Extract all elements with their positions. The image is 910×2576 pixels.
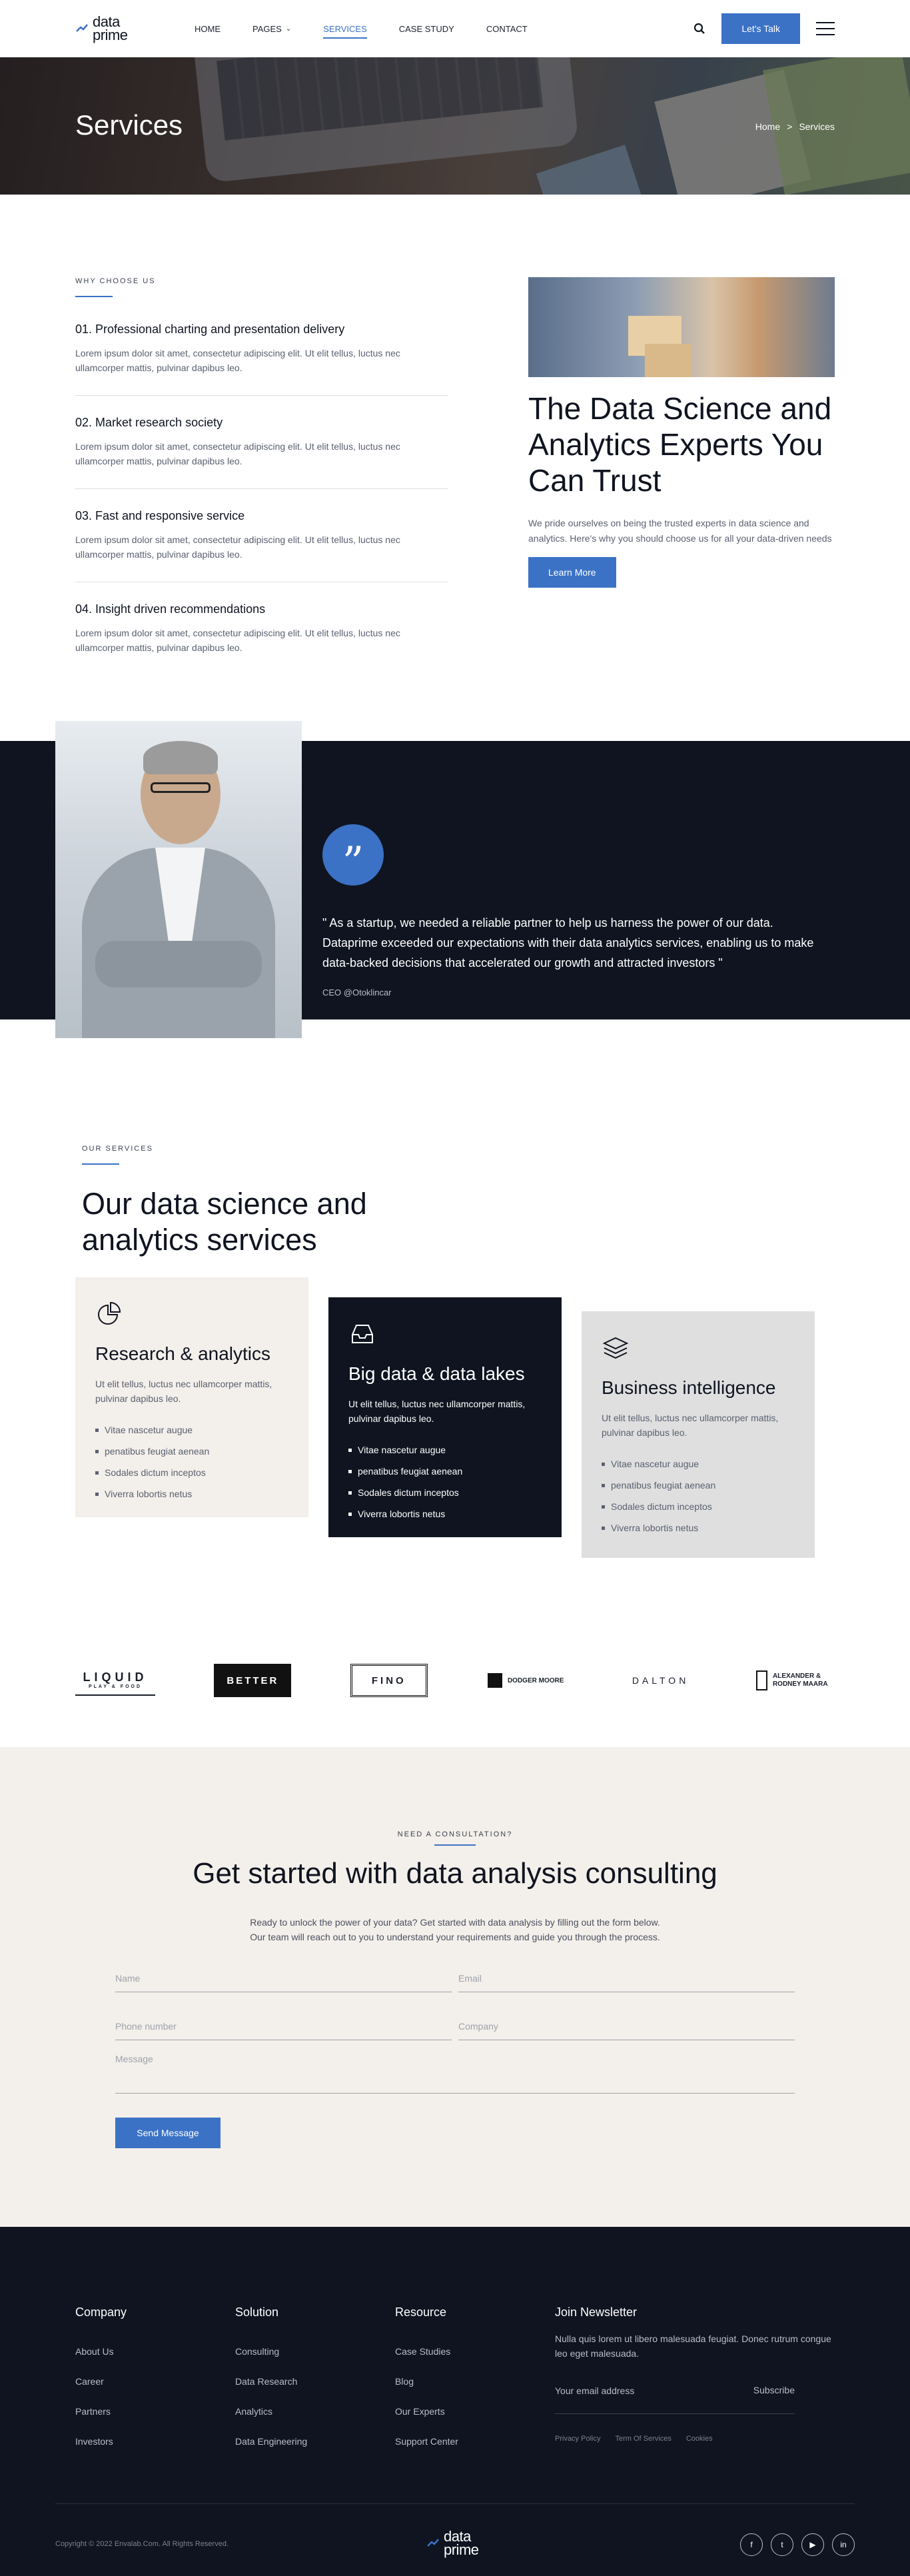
message-field <box>115 2054 795 2094</box>
consult-subtitle-line: Our team will reach out to you to understand your requirements and guide you through the process. <box>250 1932 660 1942</box>
section-eyebrow: NEED A CONSULTATION? <box>397 1830 513 1838</box>
testimonial-author: CEO @Otoklincar <box>322 987 392 997</box>
intro-heading: The Data Science and Analytics Experts You Can Trust <box>528 391 832 498</box>
breadcrumb-current: Services <box>799 121 835 132</box>
consultation-section <box>0 1747 910 2227</box>
site-logo[interactable] <box>75 15 179 42</box>
phone-input[interactable] <box>115 2012 452 2040</box>
card-list <box>95 1419 288 1505</box>
partner-logos <box>0 1614 910 1747</box>
cookies-link[interactable]: Cookies <box>685 2435 713 2443</box>
learn-more-button[interactable]: Learn More <box>528 557 616 588</box>
chevron-down-icon: ⌄ <box>285 25 292 33</box>
intro-paragraph: We pride ourselves on being the trusted experts in data science and analytics. Here's why you should choose us for all your data-driven needs <box>528 518 832 544</box>
logo-line1: data <box>93 13 120 30</box>
footer-column-solution <box>235 2305 307 2457</box>
footer-column-title: Solution <box>235 2305 279 2319</box>
feature-text: Lorem ipsum dolor sit amet, consectetur adipiscing elit. Ut elit tellus, luctus nec ullamcorper mattis, pulvinar dapibus leo. <box>75 441 400 466</box>
intro-column <box>528 277 835 721</box>
consult-subtitle-line: Ready to unlock the power of your data? Get started with data analysis by filling out the form below. <box>250 1917 660 1928</box>
pie-chart-icon <box>95 1300 123 1328</box>
list-item: Sodales dictum inceptos <box>95 1462 288 1483</box>
email-field <box>458 1964 795 1992</box>
services-section <box>0 1054 910 1614</box>
card-text: Ut elit tellus, luctus nec ullamcorper mattis, pulvinar dapibus leo. <box>95 1379 272 1404</box>
footer-column-company <box>75 2305 127 2457</box>
card-text: Ut elit tellus, luctus nec ullamcorper mattis, pulvinar dapibus leo. <box>348 1399 526 1424</box>
footer-link[interactable]: Investors <box>75 2436 113 2447</box>
site-header <box>0 0 910 57</box>
chevron-right-icon: > <box>787 121 793 132</box>
footer-link[interactable]: Analytics <box>235 2406 273 2417</box>
footer-link[interactable]: Data Engineering <box>235 2436 308 2447</box>
feature-item <box>75 582 448 675</box>
inbox-tray-icon <box>348 1320 376 1348</box>
ceo-portrait <box>55 721 302 1038</box>
breadcrumb-home[interactable]: Home <box>755 121 781 132</box>
feature-item <box>75 489 448 582</box>
partner-logo-dodger-moore <box>486 1664 565 1697</box>
main-nav <box>179 0 544 57</box>
nav-pages-label: PAGES <box>252 23 282 34</box>
terms-link[interactable]: Term Of Services <box>615 2435 672 2443</box>
card-list <box>348 1439 542 1525</box>
search-icon[interactable] <box>693 23 705 35</box>
logo-mark-icon <box>756 1670 767 1690</box>
footer-column-resource <box>395 2305 458 2457</box>
hamburger-icon[interactable] <box>816 22 835 35</box>
feature-item <box>75 396 448 489</box>
name-field <box>115 1964 452 1992</box>
logo-wordmark <box>93 15 128 42</box>
list-item: Vitae nascetur augue <box>348 1439 542 1461</box>
section-eyebrow: WHY CHOOSE US <box>75 277 156 285</box>
newsletter-email-input[interactable] <box>555 2385 715 2396</box>
service-card-big-data[interactable] <box>328 1297 562 1537</box>
message-textarea[interactable] <box>115 2054 795 2093</box>
site-footer <box>0 2227 910 2576</box>
logo-subtext: PLAY & FOOD <box>88 1684 143 1689</box>
feature-title: 02. Market research society <box>75 416 223 429</box>
footer-link[interactable]: Consulting <box>235 2346 280 2357</box>
newsletter-text: Nulla quis lorem ut libero malesuada feugiat. Donec rutrum congue leo eget malesuada. <box>555 2333 831 2359</box>
logo-wordmark <box>444 2530 479 2557</box>
list-item: Viverra lobortis netus <box>348 1503 542 1525</box>
feature-title: 03. Fast and responsive service <box>75 509 245 522</box>
consult-title: Get started with data analysis consulting <box>193 1857 717 1890</box>
lets-talk-button[interactable]: Let's Talk <box>721 13 800 44</box>
nav-services[interactable]: SERVICES <box>307 0 383 57</box>
subscribe-button[interactable]: Subscribe <box>753 2385 795 2395</box>
feature-text: Lorem ipsum dolor sit amet, consectetur adipiscing elit. Ut elit tellus, luctus nec ullamcorper mattis, pulvinar dapibus leo. <box>75 348 400 373</box>
boxes-photo <box>528 277 835 377</box>
list-item: penatibus feugiat aenean <box>602 1475 795 1496</box>
legal-links <box>555 2434 835 2443</box>
service-card-bi[interactable] <box>582 1311 815 1558</box>
list-item: Sodales dictum inceptos <box>348 1482 542 1503</box>
footer-link[interactable]: Case Studies <box>395 2346 451 2357</box>
logo-line1: data <box>444 2528 471 2545</box>
logo-mark-icon <box>426 2537 440 2550</box>
newsletter-title: Join Newsletter <box>555 2305 638 2319</box>
list-item: Viverra lobortis netus <box>602 1517 795 1539</box>
partner-logo-better: BETTER <box>214 1664 291 1697</box>
eyebrow-underline <box>434 1844 476 1846</box>
logo-text: DODGER MOORE <box>507 1676 564 1684</box>
footer-link[interactable]: Partners <box>75 2406 111 2417</box>
page-title: Services <box>75 109 183 141</box>
list-item: Sodales dictum inceptos <box>602 1496 795 1517</box>
list-item: penatibus feugiat aenean <box>348 1461 542 1482</box>
company-field <box>458 2012 795 2040</box>
layers-icon <box>602 1334 630 1362</box>
list-item: Viverra lobortis netus <box>95 1483 288 1505</box>
footer-link[interactable]: Data Research <box>235 2376 298 2387</box>
page-hero <box>0 57 910 195</box>
features-column <box>75 277 448 721</box>
partner-logo-alexander <box>756 1664 835 1697</box>
card-text: Ut elit tellus, luctus nec ullamcorper mattis, pulvinar dapibus leo. <box>602 1413 779 1438</box>
linkedin-icon[interactable]: in <box>832 2533 855 2556</box>
footer-link[interactable]: Our Experts <box>395 2406 445 2417</box>
send-message-button[interactable]: Send Message <box>115 2118 221 2148</box>
footer-logo[interactable] <box>426 2530 479 2557</box>
company-input[interactable] <box>458 2012 795 2040</box>
facebook-icon[interactable]: f <box>740 2533 763 2556</box>
feature-item <box>75 303 448 396</box>
quote-icon: ” <box>322 824 384 886</box>
social-links <box>740 2533 855 2556</box>
footer-column-title: Company <box>75 2305 127 2319</box>
testimonial-quote: " As a startup, we needed a reliable partner to help us harness the power of our data. Dataprime exceeded our expectations with their data analytics services, enabling us to make data-backed decisions that accelerated our growth and attracted investors " <box>322 916 814 969</box>
footer-link[interactable]: About Us <box>75 2346 114 2357</box>
card-title: Business intelligence <box>602 1377 776 1398</box>
nav-pages[interactable] <box>236 0 307 57</box>
consult-subtitle <box>0 1915 910 1944</box>
logo-mark-icon <box>75 22 89 35</box>
newsletter-form <box>555 2375 795 2414</box>
nav-contact[interactable]: CONTACT <box>486 23 528 34</box>
section-eyebrow: OUR SERVICES <box>82 1145 153 1153</box>
youtube-icon[interactable]: ▶ <box>801 2533 824 2556</box>
testimonial-section <box>0 721 910 1054</box>
list-item: penatibus feugiat aenean <box>95 1441 288 1462</box>
feature-text: Lorem ipsum dolor sit amet, consectetur adipiscing elit. Ut elit tellus, luctus nec ullamcorper mattis, pulvinar dapibus leo. <box>75 534 400 560</box>
footer-divider <box>55 2503 855 2504</box>
list-item: Vitae nascetur augue <box>602 1453 795 1475</box>
breadcrumb <box>755 121 835 132</box>
eyebrow-underline <box>82 1163 119 1165</box>
service-card-research[interactable] <box>75 1277 308 1517</box>
privacy-policy-link[interactable]: Privacy Policy <box>555 2435 601 2443</box>
eyebrow-underline <box>75 296 113 297</box>
list-item: Vitae nascetur augue <box>95 1419 288 1441</box>
footer-column-title: Resource <box>395 2305 447 2319</box>
partner-logo-liquid <box>75 1665 155 1696</box>
logo-mark-icon <box>488 1673 502 1688</box>
nav-case-study[interactable]: CASE STUDY <box>398 23 454 34</box>
feature-title: 04. Insight driven recommendations <box>75 602 266 616</box>
footer-link[interactable]: Blog <box>395 2376 414 2387</box>
card-title: Research & analytics <box>95 1343 271 1364</box>
partner-logo-dalton: DALTON <box>632 1675 689 1686</box>
phone-field <box>115 2012 452 2040</box>
logo-line2: prime <box>444 2541 479 2558</box>
why-choose-us <box>0 195 910 721</box>
services-heading: Our data science and analytics services <box>82 1187 367 1257</box>
email-input[interactable] <box>458 1964 795 1992</box>
copyright: Copyright © 2022 Envalab.Com. All Rights Reserved. <box>55 2540 229 2548</box>
logo-text: LIQUID <box>83 1670 148 1684</box>
footer-newsletter <box>555 2305 835 2443</box>
logo-line2: prime <box>93 27 128 43</box>
logo-text: ALEXANDER & RODNEY MAARA <box>772 1672 828 1688</box>
feature-text: Lorem ipsum dolor sit amet, consectetur adipiscing elit. Ut elit tellus, luctus nec ullamcorper mattis, pulvinar dapibus leo. <box>75 628 400 653</box>
feature-title: 01. Professional charting and presentation delivery <box>75 322 345 336</box>
nav-home[interactable]: HOME <box>195 23 221 34</box>
name-input[interactable] <box>115 1964 452 1992</box>
header-actions <box>693 13 835 44</box>
footer-link[interactable]: Support Center <box>395 2436 458 2447</box>
twitter-icon[interactable]: t <box>771 2533 793 2556</box>
card-list <box>602 1453 795 1539</box>
partner-logo-fino: FINO <box>350 1664 428 1697</box>
card-title: Big data & data lakes <box>348 1363 525 1384</box>
footer-link[interactable]: Career <box>75 2376 104 2387</box>
